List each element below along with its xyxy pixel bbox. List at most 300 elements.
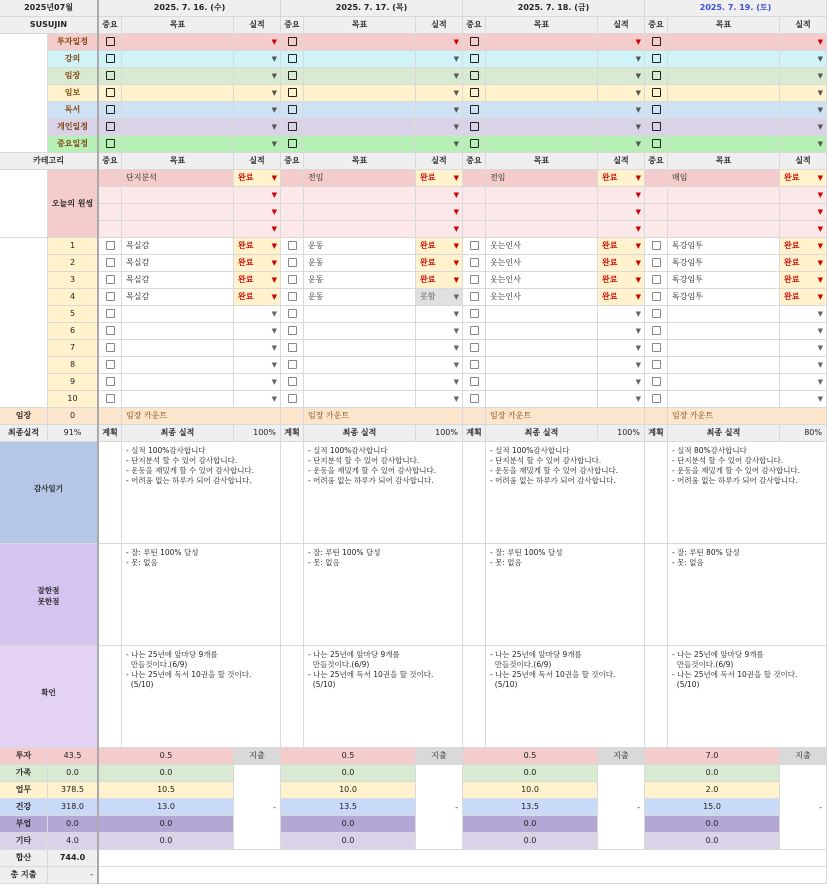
checkbox[interactable] — [470, 54, 479, 63]
routine-checkbox-cell[interactable] — [645, 306, 668, 323]
time-value[interactable]: 10.5 — [99, 782, 234, 799]
importance-checkbox-cell[interactable] — [99, 34, 122, 51]
time-value[interactable]: 0.0 — [281, 833, 416, 850]
routine-checkbox-cell[interactable] — [99, 289, 122, 306]
routine-goal[interactable] — [486, 306, 598, 323]
dropdown-arrow-icon[interactable]: ▼ — [453, 276, 459, 284]
dropdown-arrow-icon[interactable]: ▼ — [635, 89, 641, 97]
importance-checkbox-cell[interactable] — [463, 85, 486, 102]
must-goal[interactable] — [122, 204, 234, 221]
routine-result-dropdown[interactable] — [780, 391, 827, 408]
time-value[interactable]: 0.0 — [463, 833, 598, 850]
time-value[interactable]: 0.0 — [99, 833, 234, 850]
time-value[interactable]: 0.0 — [645, 816, 780, 833]
must-goal[interactable] — [486, 204, 598, 221]
schedule-goal-cell[interactable] — [486, 34, 598, 51]
routine-checkbox-cell[interactable] — [463, 374, 486, 391]
schedule-result-dropdown[interactable] — [780, 68, 827, 85]
routine-goal[interactable] — [304, 306, 416, 323]
routine-checkbox-cell[interactable] — [281, 374, 304, 391]
dropdown-arrow-icon[interactable]: ▼ — [453, 259, 459, 267]
dropdown-arrow-icon[interactable]: ▼ — [271, 55, 277, 63]
dropdown-arrow-icon[interactable]: ▼ — [817, 89, 823, 97]
must-result-dropdown[interactable]: 완료 ▼ — [234, 170, 281, 187]
routine-result-dropdown[interactable] — [598, 374, 645, 391]
routine-goal[interactable]: 목실감 — [122, 272, 234, 289]
dropdown-arrow-icon[interactable]: ▼ — [817, 208, 823, 216]
dropdown-arrow-icon[interactable]: ▼ — [817, 123, 823, 131]
dropdown-arrow-icon[interactable]: ▼ — [271, 276, 277, 284]
dropdown-arrow-icon[interactable]: ▼ — [453, 123, 459, 131]
must-result-dropdown[interactable] — [234, 221, 281, 238]
dropdown-arrow-icon[interactable]: ▼ — [271, 140, 277, 148]
checkbox[interactable] — [288, 377, 297, 386]
time-value[interactable]: 10.0 — [463, 782, 598, 799]
affirmation-text[interactable]: - 나는 25년에 앞마당 9개를 만들것이다.(6/9) - 나는 25년에 독서 10권을 할 것이다. (5/10) — [304, 646, 463, 748]
routine-goal[interactable]: 독강임투 — [668, 255, 780, 272]
checkbox[interactable] — [652, 275, 661, 284]
dropdown-arrow-icon[interactable]: ▼ — [271, 106, 277, 114]
must-goal[interactable] — [486, 187, 598, 204]
gratitude-text[interactable]: - 실적 80%감사합니다 - 단지분석 할 수 있어 감사합니다. - 운동을 재밌게 할 수 있어 감사합니다. - 어려움 없는 하루가 되어 감사합니다. — [668, 442, 827, 544]
affirmation-text[interactable]: - 나는 25년에 앞마당 9개를 만들것이다.(6/9) - 나는 25년에 독서 10권을 할 것이다. (5/10) — [486, 646, 645, 748]
dropdown-arrow-icon[interactable]: ▼ — [271, 344, 277, 352]
importance-checkbox-cell[interactable] — [99, 51, 122, 68]
dropdown-arrow-icon[interactable]: ▼ — [271, 361, 277, 369]
dropdown-arrow-icon[interactable]: ▼ — [635, 378, 641, 386]
must-goal[interactable]: 단지분석 — [122, 170, 234, 187]
routine-checkbox-cell[interactable] — [645, 323, 668, 340]
must-goal[interactable] — [668, 187, 780, 204]
must-result-dropdown[interactable] — [780, 187, 827, 204]
routine-checkbox-cell[interactable] — [99, 323, 122, 340]
schedule-result-dropdown[interactable] — [780, 51, 827, 68]
importance-checkbox-cell[interactable] — [281, 51, 304, 68]
routine-goal[interactable]: 웃는인사 — [486, 238, 598, 255]
checkbox[interactable] — [288, 88, 297, 97]
dropdown-arrow-icon[interactable]: ▼ — [635, 395, 641, 403]
must-goal[interactable] — [486, 221, 598, 238]
checkbox[interactable] — [106, 139, 115, 148]
time-value[interactable]: 2.0 — [645, 782, 780, 799]
dropdown-arrow-icon[interactable]: ▼ — [817, 395, 823, 403]
review-text[interactable]: - 잘: 루틴 100% 달성 - 못: 없음 — [122, 544, 281, 646]
routine-result-dropdown[interactable]: 완료 ▼ — [598, 289, 645, 306]
checkbox[interactable] — [288, 139, 297, 148]
time-value[interactable]: 0.5 — [99, 748, 234, 765]
dropdown-arrow-icon[interactable]: ▼ — [271, 259, 277, 267]
schedule-result-dropdown[interactable] — [234, 136, 281, 153]
checkbox[interactable] — [652, 326, 661, 335]
routine-checkbox-cell[interactable] — [645, 340, 668, 357]
routine-checkbox-cell[interactable] — [281, 272, 304, 289]
dropdown-arrow-icon[interactable]: ▼ — [271, 191, 277, 199]
must-result-dropdown[interactable] — [416, 204, 463, 221]
dropdown-arrow-icon[interactable]: ▼ — [817, 140, 823, 148]
schedule-goal-cell[interactable] — [668, 51, 780, 68]
checkbox[interactable] — [288, 54, 297, 63]
checkbox[interactable] — [288, 292, 297, 301]
routine-checkbox-cell[interactable] — [99, 272, 122, 289]
importance-checkbox-cell[interactable] — [645, 102, 668, 119]
checkbox[interactable] — [288, 105, 297, 114]
checkbox[interactable] — [288, 258, 297, 267]
checkbox[interactable] — [652, 71, 661, 80]
dropdown-arrow-icon[interactable]: ▼ — [453, 310, 459, 318]
must-goal[interactable] — [304, 221, 416, 238]
must-result-dropdown[interactable] — [780, 204, 827, 221]
checkbox[interactable] — [652, 258, 661, 267]
routine-result-dropdown[interactable] — [780, 340, 827, 357]
importance-checkbox-cell[interactable] — [645, 34, 668, 51]
dropdown-arrow-icon[interactable]: ▼ — [453, 293, 459, 301]
schedule-result-dropdown[interactable] — [416, 85, 463, 102]
time-value[interactable]: 13.5 — [463, 799, 598, 816]
routine-checkbox-cell[interactable] — [463, 289, 486, 306]
dropdown-arrow-icon[interactable]: ▼ — [271, 123, 277, 131]
time-value[interactable]: 13.5 — [281, 799, 416, 816]
routine-goal[interactable] — [122, 391, 234, 408]
schedule-result-dropdown[interactable] — [598, 136, 645, 153]
routine-checkbox-cell[interactable] — [281, 323, 304, 340]
dropdown-arrow-icon[interactable]: ▼ — [635, 191, 641, 199]
checkbox[interactable] — [106, 258, 115, 267]
routine-result-dropdown[interactable] — [234, 323, 281, 340]
dropdown-arrow-icon[interactable]: ▼ — [817, 191, 823, 199]
schedule-result-dropdown[interactable] — [780, 102, 827, 119]
dropdown-arrow-icon[interactable]: ▼ — [453, 55, 459, 63]
routine-checkbox-cell[interactable] — [99, 374, 122, 391]
dropdown-arrow-icon[interactable]: ▼ — [453, 174, 459, 182]
dropdown-arrow-icon[interactable]: ▼ — [453, 89, 459, 97]
importance-checkbox-cell[interactable] — [645, 136, 668, 153]
time-value[interactable]: 0.0 — [99, 765, 234, 782]
routine-goal[interactable] — [668, 323, 780, 340]
affirmation-text[interactable]: - 나는 25년에 앞마당 9개를 만들것이다.(6/9) - 나는 25년에 독서 10권을 할 것이다. (5/10) — [122, 646, 281, 748]
dropdown-arrow-icon[interactable]: ▼ — [271, 174, 277, 182]
schedule-goal-cell[interactable] — [304, 34, 416, 51]
schedule-result-dropdown[interactable] — [234, 34, 281, 51]
checkbox[interactable] — [652, 309, 661, 318]
importance-checkbox-cell[interactable] — [463, 51, 486, 68]
routine-result-dropdown[interactable]: 완료 ▼ — [234, 255, 281, 272]
checkbox[interactable] — [652, 377, 661, 386]
importance-checkbox-cell[interactable] — [645, 51, 668, 68]
schedule-goal-cell[interactable] — [122, 119, 234, 136]
routine-result-dropdown[interactable] — [416, 374, 463, 391]
must-goal[interactable] — [122, 187, 234, 204]
schedule-goal-cell[interactable] — [486, 85, 598, 102]
dropdown-arrow-icon[interactable]: ▼ — [817, 259, 823, 267]
checkbox[interactable] — [470, 241, 479, 250]
dropdown-arrow-icon[interactable]: ▼ — [271, 208, 277, 216]
schedule-goal-cell[interactable] — [122, 34, 234, 51]
dropdown-arrow-icon[interactable]: ▼ — [635, 106, 641, 114]
checkbox[interactable] — [288, 309, 297, 318]
checkbox[interactable] — [652, 105, 661, 114]
routine-checkbox-cell[interactable] — [99, 238, 122, 255]
routine-checkbox-cell[interactable] — [99, 255, 122, 272]
schedule-result-dropdown[interactable] — [598, 119, 645, 136]
routine-goal[interactable] — [122, 323, 234, 340]
dropdown-arrow-icon[interactable]: ▼ — [453, 208, 459, 216]
importance-checkbox-cell[interactable] — [281, 34, 304, 51]
schedule-result-dropdown[interactable] — [416, 51, 463, 68]
importance-checkbox-cell[interactable] — [645, 68, 668, 85]
dropdown-arrow-icon[interactable]: ▼ — [635, 242, 641, 250]
routine-goal[interactable] — [122, 374, 234, 391]
checkbox[interactable] — [470, 122, 479, 131]
checkbox[interactable] — [288, 37, 297, 46]
checkbox[interactable] — [106, 37, 115, 46]
dropdown-arrow-icon[interactable]: ▼ — [453, 140, 459, 148]
routine-result-dropdown[interactable]: 완료 ▼ — [780, 238, 827, 255]
checkbox[interactable] — [106, 309, 115, 318]
routine-goal[interactable]: 운동 — [304, 272, 416, 289]
routine-result-dropdown[interactable]: 완료 ▼ — [780, 255, 827, 272]
importance-checkbox-cell[interactable] — [463, 34, 486, 51]
checkbox[interactable] — [470, 309, 479, 318]
must-result-dropdown[interactable]: 완료 ▼ — [780, 170, 827, 187]
schedule-goal-cell[interactable] — [486, 102, 598, 119]
dropdown-arrow-icon[interactable]: ▼ — [635, 310, 641, 318]
importance-checkbox-cell[interactable] — [463, 68, 486, 85]
schedule-result-dropdown[interactable] — [234, 119, 281, 136]
time-value[interactable]: 0.0 — [645, 833, 780, 850]
dropdown-arrow-icon[interactable]: ▼ — [271, 38, 277, 46]
schedule-result-dropdown[interactable] — [416, 136, 463, 153]
routine-result-dropdown[interactable] — [416, 391, 463, 408]
time-value[interactable]: 0.0 — [463, 765, 598, 782]
schedule-goal-cell[interactable] — [486, 68, 598, 85]
routine-goal[interactable]: 웃는인사 — [486, 289, 598, 306]
routine-result-dropdown[interactable] — [598, 357, 645, 374]
time-value[interactable]: 0.0 — [645, 765, 780, 782]
dropdown-arrow-icon[interactable]: ▼ — [817, 225, 823, 233]
checkbox[interactable] — [652, 122, 661, 131]
routine-result-dropdown[interactable]: 완료 ▼ — [416, 272, 463, 289]
routine-result-dropdown[interactable] — [780, 323, 827, 340]
checkbox[interactable] — [106, 88, 115, 97]
schedule-result-dropdown[interactable] — [234, 51, 281, 68]
routine-result-dropdown[interactable]: 완료 ▼ — [598, 272, 645, 289]
dropdown-arrow-icon[interactable]: ▼ — [817, 106, 823, 114]
dropdown-arrow-icon[interactable]: ▼ — [635, 123, 641, 131]
dropdown-arrow-icon[interactable]: ▼ — [817, 38, 823, 46]
gratitude-text[interactable]: - 실적 100%감사합니다 - 단지분석 할 수 있어 감사합니다. - 운동을 재밌게 할 수 있어 감사합니다. - 어려움 없는 하루가 되어 감사합니다. — [122, 442, 281, 544]
schedule-goal-cell[interactable] — [304, 51, 416, 68]
schedule-goal-cell[interactable] — [668, 102, 780, 119]
must-goal[interactable]: 전임 — [304, 170, 416, 187]
dropdown-arrow-icon[interactable]: ▼ — [453, 327, 459, 335]
dropdown-arrow-icon[interactable]: ▼ — [635, 72, 641, 80]
routine-goal[interactable] — [668, 374, 780, 391]
schedule-result-dropdown[interactable] — [416, 119, 463, 136]
importance-checkbox-cell[interactable] — [281, 136, 304, 153]
schedule-result-dropdown[interactable] — [234, 85, 281, 102]
must-goal[interactable]: 전임 — [486, 170, 598, 187]
schedule-result-dropdown[interactable] — [780, 85, 827, 102]
routine-result-dropdown[interactable] — [780, 374, 827, 391]
schedule-result-dropdown[interactable] — [416, 68, 463, 85]
gratitude-text[interactable]: - 실적 100%감사합니다 - 단지분석 할 수 있어 감사합니다. - 운동을 재밌게 할 수 있어 감사합니다. - 어려움 없는 하루가 되어 감사합니다. — [304, 442, 463, 544]
dropdown-arrow-icon[interactable]: ▼ — [817, 293, 823, 301]
checkbox[interactable] — [106, 377, 115, 386]
routine-result-dropdown[interactable]: 못함 ▼ — [416, 289, 463, 306]
routine-result-dropdown[interactable] — [598, 306, 645, 323]
routine-checkbox-cell[interactable] — [463, 306, 486, 323]
dropdown-arrow-icon[interactable]: ▼ — [635, 327, 641, 335]
routine-result-dropdown[interactable] — [598, 323, 645, 340]
schedule-result-dropdown[interactable] — [780, 136, 827, 153]
routine-checkbox-cell[interactable] — [463, 391, 486, 408]
affirmation-text[interactable]: - 나는 25년에 앞마당 9개를 만들것이다.(6/9) - 나는 25년에 독서 10권을 할 것이다. (5/10) — [668, 646, 827, 748]
routine-result-dropdown[interactable]: 완료 ▼ — [416, 238, 463, 255]
routine-result-dropdown[interactable] — [598, 391, 645, 408]
must-result-dropdown[interactable] — [234, 204, 281, 221]
dropdown-arrow-icon[interactable]: ▼ — [271, 310, 277, 318]
routine-result-dropdown[interactable] — [780, 357, 827, 374]
checkbox[interactable] — [288, 360, 297, 369]
routine-checkbox-cell[interactable] — [281, 289, 304, 306]
routine-checkbox-cell[interactable] — [645, 238, 668, 255]
routine-checkbox-cell[interactable] — [463, 323, 486, 340]
routine-goal[interactable] — [122, 357, 234, 374]
checkbox[interactable] — [652, 394, 661, 403]
routine-result-dropdown[interactable]: 완료 ▼ — [234, 289, 281, 306]
checkbox[interactable] — [106, 241, 115, 250]
dropdown-arrow-icon[interactable]: ▼ — [817, 174, 823, 182]
checkbox[interactable] — [470, 343, 479, 352]
dropdown-arrow-icon[interactable]: ▼ — [271, 293, 277, 301]
dropdown-arrow-icon[interactable]: ▼ — [635, 344, 641, 352]
dropdown-arrow-icon[interactable]: ▼ — [453, 38, 459, 46]
routine-result-dropdown[interactable] — [234, 306, 281, 323]
routine-checkbox-cell[interactable] — [463, 272, 486, 289]
routine-goal[interactable] — [486, 374, 598, 391]
must-result-dropdown[interactable]: 완료 ▼ — [416, 170, 463, 187]
dropdown-arrow-icon[interactable]: ▼ — [453, 378, 459, 386]
routine-result-dropdown[interactable]: 완료 ▼ — [234, 272, 281, 289]
must-goal[interactable] — [304, 187, 416, 204]
checkbox[interactable] — [288, 71, 297, 80]
importance-checkbox-cell[interactable] — [281, 102, 304, 119]
schedule-result-dropdown[interactable] — [780, 34, 827, 51]
checkbox[interactable] — [106, 292, 115, 301]
dropdown-arrow-icon[interactable]: ▼ — [271, 225, 277, 233]
importance-checkbox-cell[interactable] — [281, 68, 304, 85]
checkbox[interactable] — [652, 343, 661, 352]
dropdown-arrow-icon[interactable]: ▼ — [453, 106, 459, 114]
dropdown-arrow-icon[interactable]: ▼ — [635, 140, 641, 148]
schedule-goal-cell[interactable] — [122, 85, 234, 102]
importance-checkbox-cell[interactable] — [463, 136, 486, 153]
routine-result-dropdown[interactable]: 완료 ▼ — [234, 238, 281, 255]
routine-result-dropdown[interactable] — [234, 374, 281, 391]
review-text[interactable]: - 잘: 루틴 80% 달성 - 못: 없음 — [668, 544, 827, 646]
dropdown-arrow-icon[interactable]: ▼ — [271, 89, 277, 97]
must-result-dropdown[interactable] — [234, 187, 281, 204]
routine-goal[interactable] — [486, 391, 598, 408]
checkbox[interactable] — [652, 292, 661, 301]
schedule-goal-cell[interactable] — [486, 136, 598, 153]
must-goal[interactable] — [304, 204, 416, 221]
dropdown-arrow-icon[interactable]: ▼ — [453, 72, 459, 80]
time-value[interactable]: 0.0 — [281, 816, 416, 833]
routine-checkbox-cell[interactable] — [463, 238, 486, 255]
routine-result-dropdown[interactable] — [234, 357, 281, 374]
importance-checkbox-cell[interactable] — [645, 85, 668, 102]
routine-result-dropdown[interactable]: 완료 ▼ — [780, 289, 827, 306]
checkbox[interactable] — [106, 105, 115, 114]
time-value[interactable]: 15.0 — [645, 799, 780, 816]
importance-checkbox-cell[interactable] — [99, 136, 122, 153]
checkbox[interactable] — [288, 394, 297, 403]
routine-goal[interactable] — [486, 357, 598, 374]
routine-goal[interactable] — [668, 306, 780, 323]
routine-checkbox-cell[interactable] — [281, 340, 304, 357]
routine-checkbox-cell[interactable] — [645, 255, 668, 272]
routine-checkbox-cell[interactable] — [463, 340, 486, 357]
schedule-goal-cell[interactable] — [304, 68, 416, 85]
gratitude-text[interactable]: - 실적 100%감사합니다 - 단지분석 할 수 있어 감사합니다. - 운동을 재밌게 할 수 있어 감사합니다. - 어려움 없는 하루가 되어 감사합니다. — [486, 442, 645, 544]
must-result-dropdown[interactable] — [598, 221, 645, 238]
dropdown-arrow-icon[interactable]: ▼ — [635, 259, 641, 267]
routine-checkbox-cell[interactable] — [99, 391, 122, 408]
schedule-goal-cell[interactable] — [668, 136, 780, 153]
schedule-goal-cell[interactable] — [122, 68, 234, 85]
schedule-goal-cell[interactable] — [304, 119, 416, 136]
routine-goal[interactable]: 운동 — [304, 255, 416, 272]
dropdown-arrow-icon[interactable]: ▼ — [817, 361, 823, 369]
routine-goal[interactable] — [486, 323, 598, 340]
routine-checkbox-cell[interactable] — [645, 391, 668, 408]
dropdown-arrow-icon[interactable]: ▼ — [271, 395, 277, 403]
dropdown-arrow-icon[interactable]: ▼ — [453, 344, 459, 352]
schedule-goal-cell[interactable] — [304, 136, 416, 153]
routine-checkbox-cell[interactable] — [99, 340, 122, 357]
checkbox[interactable] — [288, 241, 297, 250]
time-value[interactable]: 7.0 — [645, 748, 780, 765]
dropdown-arrow-icon[interactable]: ▼ — [817, 242, 823, 250]
checkbox[interactable] — [288, 343, 297, 352]
review-text[interactable]: - 잘: 루틴 100% 달성 - 못: 없음 — [304, 544, 463, 646]
checkbox[interactable] — [652, 360, 661, 369]
schedule-goal-cell[interactable] — [304, 102, 416, 119]
schedule-goal-cell[interactable] — [486, 119, 598, 136]
dropdown-arrow-icon[interactable]: ▼ — [635, 293, 641, 301]
time-value[interactable]: 13.0 — [99, 799, 234, 816]
must-goal[interactable] — [122, 221, 234, 238]
must-result-dropdown[interactable]: 완료 ▼ — [598, 170, 645, 187]
dropdown-arrow-icon[interactable]: ▼ — [271, 242, 277, 250]
schedule-result-dropdown[interactable] — [416, 34, 463, 51]
dropdown-arrow-icon[interactable]: ▼ — [817, 55, 823, 63]
checkbox[interactable] — [106, 122, 115, 131]
time-value[interactable]: 0.0 — [281, 765, 416, 782]
checkbox[interactable] — [652, 54, 661, 63]
schedule-result-dropdown[interactable] — [598, 85, 645, 102]
schedule-result-dropdown[interactable] — [598, 68, 645, 85]
routine-goal[interactable] — [122, 340, 234, 357]
dropdown-arrow-icon[interactable]: ▼ — [453, 361, 459, 369]
checkbox[interactable] — [652, 139, 661, 148]
time-value[interactable]: 0.0 — [463, 816, 598, 833]
schedule-goal-cell[interactable] — [122, 51, 234, 68]
routine-goal[interactable] — [304, 357, 416, 374]
schedule-goal-cell[interactable] — [668, 85, 780, 102]
schedule-result-dropdown[interactable] — [416, 102, 463, 119]
